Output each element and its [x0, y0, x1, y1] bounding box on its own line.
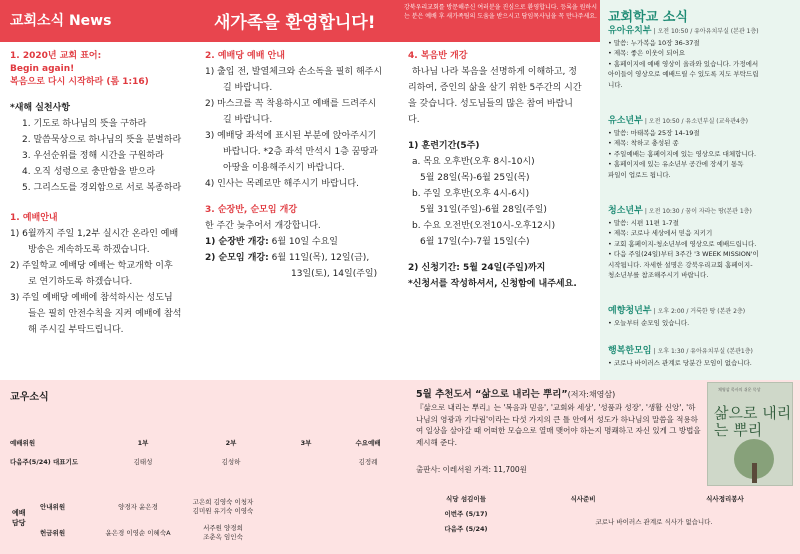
news-column-3: [408, 48, 598, 292]
kindergarten-section: 유아유치부 | 오전 10:50 / 유아유치부실 (본관 1층) • 말씀: 누가복음 10장 36-37절 • 제목: 좋은 이웃이 되어요 • 홈페이지에 예배 영상이 올라와 있습니다. 가정에서 아이들이 영상으로 예배드릴 수 있도록 지도 부탁드립 니다.: [608, 26, 759, 89]
news-column-2: [205, 48, 400, 282]
duty-group-label: 예배 담당: [12, 509, 26, 527]
worship-notice-item: 3) 주일 예배당 예배에 참석하시는 성도님: [10, 293, 173, 303]
meal-note: 코로나 바이러스 관계로 식사가 없습니다.: [595, 517, 713, 526]
duty-detail-table: [38, 494, 268, 546]
small-group-intro: 한 주간 늦추어서 개강합니다.: [205, 221, 321, 231]
bottom-panel: [0, 380, 800, 554]
practice-item: 1. 기도로 하나님의 뜻을 구하라: [22, 119, 147, 129]
sunday-school-panel: [600, 0, 800, 380]
gospel-intro: 을 갖습니다. 성도님들의 많은 참여 바랍니: [408, 99, 573, 109]
worship-notice-item: 1) 6월까지 주일 1,2부 실시간 온라인 예배: [10, 229, 179, 239]
col-header: 1부: [137, 438, 149, 447]
sunday-school-title: 교회학교 소식: [608, 10, 688, 25]
book-publisher: 출판사: 이레서원 가격: 11,700원: [416, 465, 527, 474]
young-adult-section: 예향청년부 | 오후 2:00 / 거룩한 땅 (본관 2층) • 오늘부터 순모임 있습니다.: [608, 306, 746, 327]
table-row: 이번주 (5/17) 코로나 바이러스 관계로 식사가 없습니다.: [420, 507, 796, 522]
practice-title: *새해 실천사항: [10, 103, 71, 113]
worship-notice-item: 해 주시길 부탁드립니다.: [28, 325, 124, 335]
chapel-item: 길 바랍니다.: [223, 115, 273, 125]
chapel-item: 3) 예배당 좌석에 표시된 부분에 앉아주시기: [205, 131, 377, 141]
book-description: 『삶으로 내리는 뿌리』는 '복음과 믿음', '교회와 세상', '성품과 성장', '생활 신앙', '하나님의 영광과 기다림'이라는 다섯 가지의 큰 틀 안에서 성도가 하나님의 말씀을 적용하여 일상을 살아갈 때 어떠한 모습으로 열매 맺어야 하는지 명쾌하고 자신 있게 그 방법을 제시해 준다.: [416, 403, 701, 447]
table-row: 안내위원 양경자 윤은경 고은희 김영숙 이청자 김미원 유기숙 이영숙: [40, 498, 254, 515]
gospel-intro: 다.: [408, 115, 420, 125]
small-group-leader: 1) 순장반 개강: 6월 10일 수요일: [205, 237, 338, 247]
worship-notice-item: 2) 주일학교 예배당 예배는 학교개학 이후: [10, 261, 173, 271]
motto-line3: 복음으로 다시 시작하라 (롬 1:16): [10, 77, 149, 87]
gospel-intro: 하나님 나라 복음을 선명하게 이해하고, 정: [412, 67, 577, 77]
welcome-note: 강북우리교회를 방문해주신 여러분을 진심으로 환영합니다. 등록을 원하시는 분은 예배 후 새가족팀의 도움을 받으시고 담임목사님을 꼭 만나주세요.: [404, 4, 598, 20]
term-item: 5월 28일(목)-6월 25일(목): [420, 173, 530, 183]
family-news-title: 교우소식: [10, 392, 49, 403]
gospel-class-title: 4. 복음반 개강: [408, 51, 468, 61]
chapel-item: 2) 마스크를 꼭 착용하시고 예배를 드려주시: [205, 99, 377, 109]
col-header: 수요예배: [355, 438, 381, 447]
apply-note: *신청서를 작성하셔서, 신청함에 내주세요.: [408, 279, 577, 289]
book-title: 5월 추천도서 “삶으로 내리는 뿌리”(저자:채영삼): [416, 389, 616, 400]
term-item: 5월 31일(주일)-6월 28일(주일): [420, 205, 547, 215]
small-group-meeting-dates: 13일(토), 14일(주일): [291, 269, 378, 279]
chapel-item: 4) 인사는 목례로만 해주시기 바랍니다.: [205, 179, 359, 189]
table-row: 식당 섬김이들 식사준비 식사정리봉사: [446, 495, 744, 503]
worship-duty-table: [8, 432, 400, 470]
chapel-item: 길 바랍니다.: [223, 83, 273, 93]
welcome-title: 새가족을 환영합니다!: [214, 13, 376, 33]
col-header: 2부: [225, 438, 237, 447]
gospel-intro: 리하여, 증인의 삶을 살기 위한 5주간의 시간: [408, 83, 582, 93]
small-group-meeting: 2) 순모임 개강: 6월 11일(목), 12일(금),: [205, 253, 370, 263]
practice-item: 3. 우선순위를 정해 시간을 구원하라: [22, 151, 164, 161]
term-item: 6월 17일(수)-7월 15일(수): [420, 237, 530, 247]
practice-item: 2. 말씀묵상으로 하나님의 뜻을 분별하라: [22, 135, 182, 145]
table-row: 다음주(5/24) 대표기도 김태성 김성하 김정례: [10, 457, 378, 466]
worship-notice-item: 들은 필히 안전수칙을 지켜 예배에 참석: [28, 309, 182, 319]
motto-title: 1. 2020년 교회 표어:: [10, 51, 102, 61]
term-item: b. 수요 오전반(오전10시-오후12시): [412, 221, 556, 231]
term-item: b. 주일 오후반(오후 4시-6시): [412, 189, 530, 199]
worship-notice-title: 1. 예배안내: [10, 213, 58, 223]
youth-section: 유소년부 | 오전 10:50 / 유소년부실 (교육관4층) • 말씀: 마태복음 25장 14-19절 • 제목: 착하고 충성된 종 • 주일예배는 홈페이지에 있는 영상으로 대체합니다. • 홈페이지에 있는 유소년부 공간에 장세기 통독 파일이 업로드 됩니다.: [608, 116, 757, 179]
table-row: 헌금위원 윤은경 이영순 이혜숙A 서주원 양경희 조춘옥 임인숙: [40, 524, 243, 541]
small-group-title: 3. 순장반, 순모임 개강: [205, 205, 298, 215]
chapel-item: 1) 출입 전, 발열체크와 손소독을 필히 해주시: [205, 67, 383, 77]
happy-meeting-section: 행복한모임 | 오후 1:30 / 유아유치부실 (본관1층) • 코로나 바이러스 관계로 당분간 모임이 없습니다.: [608, 346, 753, 367]
col-header: 예배위원: [10, 438, 36, 447]
chapel-item: 아땅을 이용해주시기 바랍니다.: [223, 163, 345, 173]
col-header: 3부: [300, 438, 312, 447]
worship-notice-item: 방송은 계속하도록 하겠습니다.: [28, 245, 150, 255]
practice-item: 4. 오직 성령으로 충만함을 받으라: [22, 167, 156, 177]
meal-table: [420, 492, 796, 537]
term-item: a. 목요 오후반(오후 8시-10시): [412, 157, 535, 167]
table-row: 다음주 (5/24): [444, 525, 488, 533]
worship-notice-item: 로 연기하도록 하겠습니다.: [28, 277, 133, 287]
chapel-item: 바랍니다. *2층 좌석 만석시 1층 꿈땅과: [223, 147, 378, 157]
motto-line2: Begin again!: [10, 64, 75, 74]
news-title: 교회소식 News: [10, 13, 112, 29]
practice-item: 5. 그리스도를 경외함으로 서로 복종하라: [22, 183, 182, 193]
chapel-title: 2. 예배당 예배 안내: [205, 51, 285, 61]
teen-section: 청소년부 | 오전 10:30 / 꿈이 자라는 땅(본관 1층) • 말씀: 시편 11편 1-7절 • 제목: 코로나 세상에서 믿음 지키기 • 교회 홈페이지-청소년부에 영상으로 예배드립니다. • 다음 주일(24일)부터 3주간 '3 WEEK MISSION'이 시작됩니다. 자세한 설명은 강북우리교회 홈페이지- 청소년부를 참조해주시기 바랍니다.: [608, 206, 759, 279]
news-column-1: [10, 48, 200, 338]
header-bar: [0, 0, 600, 42]
term-title: 1) 훈련기간(5주): [408, 141, 480, 151]
book-cover-image: 채영삼 목사의 쉬운 묵상 삶으로 내리는 뿌리: [707, 382, 793, 486]
apply-period: 2) 신청기간: 5월 24일(주일)까지: [408, 263, 546, 273]
